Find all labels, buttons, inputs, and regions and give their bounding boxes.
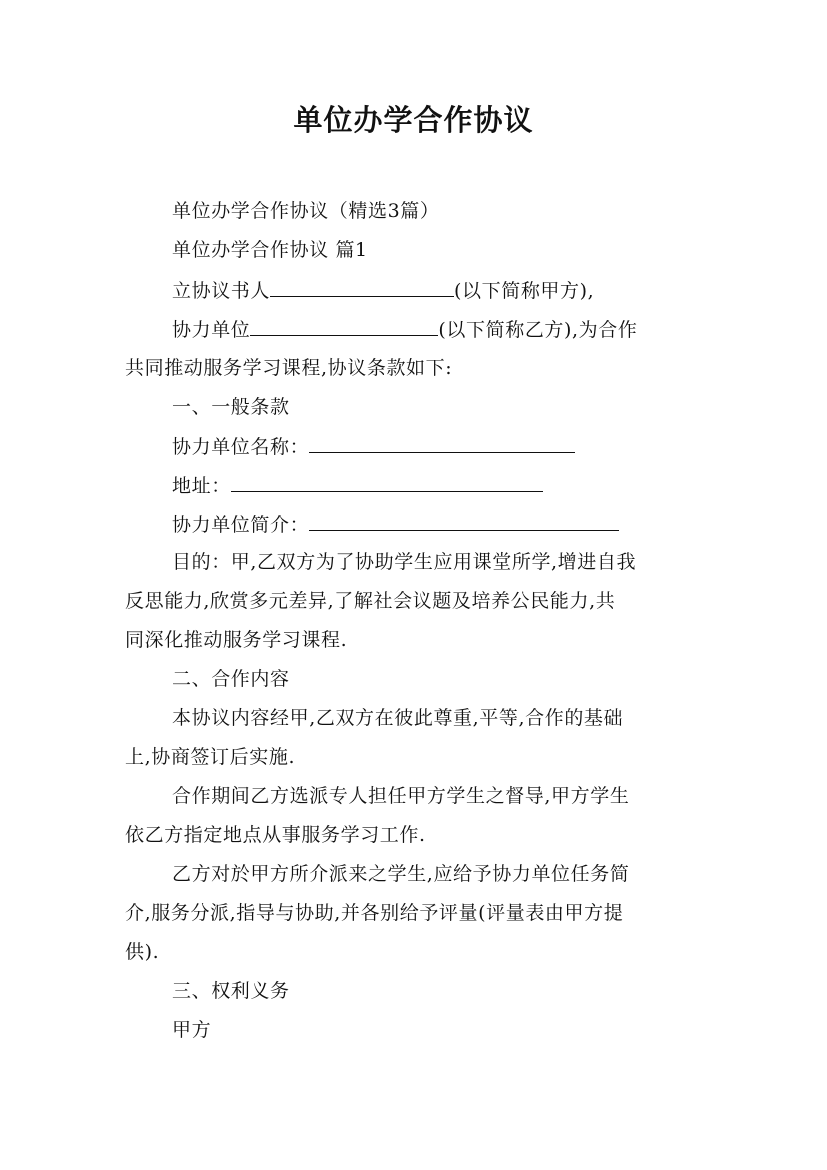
body-line: 本协议内容经甲,乙双方在彼此尊重,平等,合作的基础 [172,707,624,729]
body-line: 目的：甲,乙双方为了协助学生应用课堂所学,增进自我 [172,551,637,573]
body-line: 供). [125,941,160,963]
party-a-label: 立协议书人 [172,280,271,302]
unit-intro-blank[interactable] [309,512,619,531]
party-b-line [125,317,752,342]
subtitle-line: 单位办学合作协议（精选3篇） [172,200,440,222]
body-line: 同深化推动服务学习课程. [125,629,348,651]
document-title: 单位办学合作协议 [293,103,534,137]
unit-intro-label: 协力单位简介： [172,514,310,536]
party-b-label: 协力单位 [172,319,251,341]
party-a-blank[interactable] [270,278,454,297]
party-a-heading: 甲方 [172,1019,212,1041]
party-a-suffix: (以下简称甲方), [454,280,595,302]
unit-name-blank[interactable] [309,434,575,453]
section-two-heading: 二、合作内容 [172,668,290,690]
unit-name-label: 协力单位名称： [172,436,310,458]
body-line: 依乙方指定地点从事服务学习工作. [125,824,426,846]
party-a-line [125,278,752,303]
party-b-suffix: (以下简称乙方),为合作 [438,319,638,341]
section-heading-line: 单位办学合作协议 篇1 [172,239,368,261]
body-line: 共同推动服务学习课程,协议条款如下: [125,357,453,379]
address-label: 地址： [172,475,231,497]
body-line: 乙方对於甲方所介派来之学生,应给予协力单位任务简 [172,863,630,885]
body-line: 介,服务分派,指导与协助,并各别给予评量(评量表由甲方提 [125,902,624,924]
body-line: 上,协商签订后实施. [125,746,296,768]
address-blank[interactable] [231,473,543,492]
body-line: 合作期间乙方选派专人担任甲方学生之督导,甲方学生 [172,785,630,807]
unit-name-line [125,434,752,459]
address-line [125,473,752,498]
unit-intro-line [125,512,752,537]
section-one-heading: 一、一般条款 [172,396,290,418]
party-b-blank[interactable] [250,317,438,336]
body-line: 反思能力,欣赏多元差异,了解社会议题及培养公民能力,共 [125,590,616,612]
section-three-heading: 三、权利义务 [172,980,290,1002]
